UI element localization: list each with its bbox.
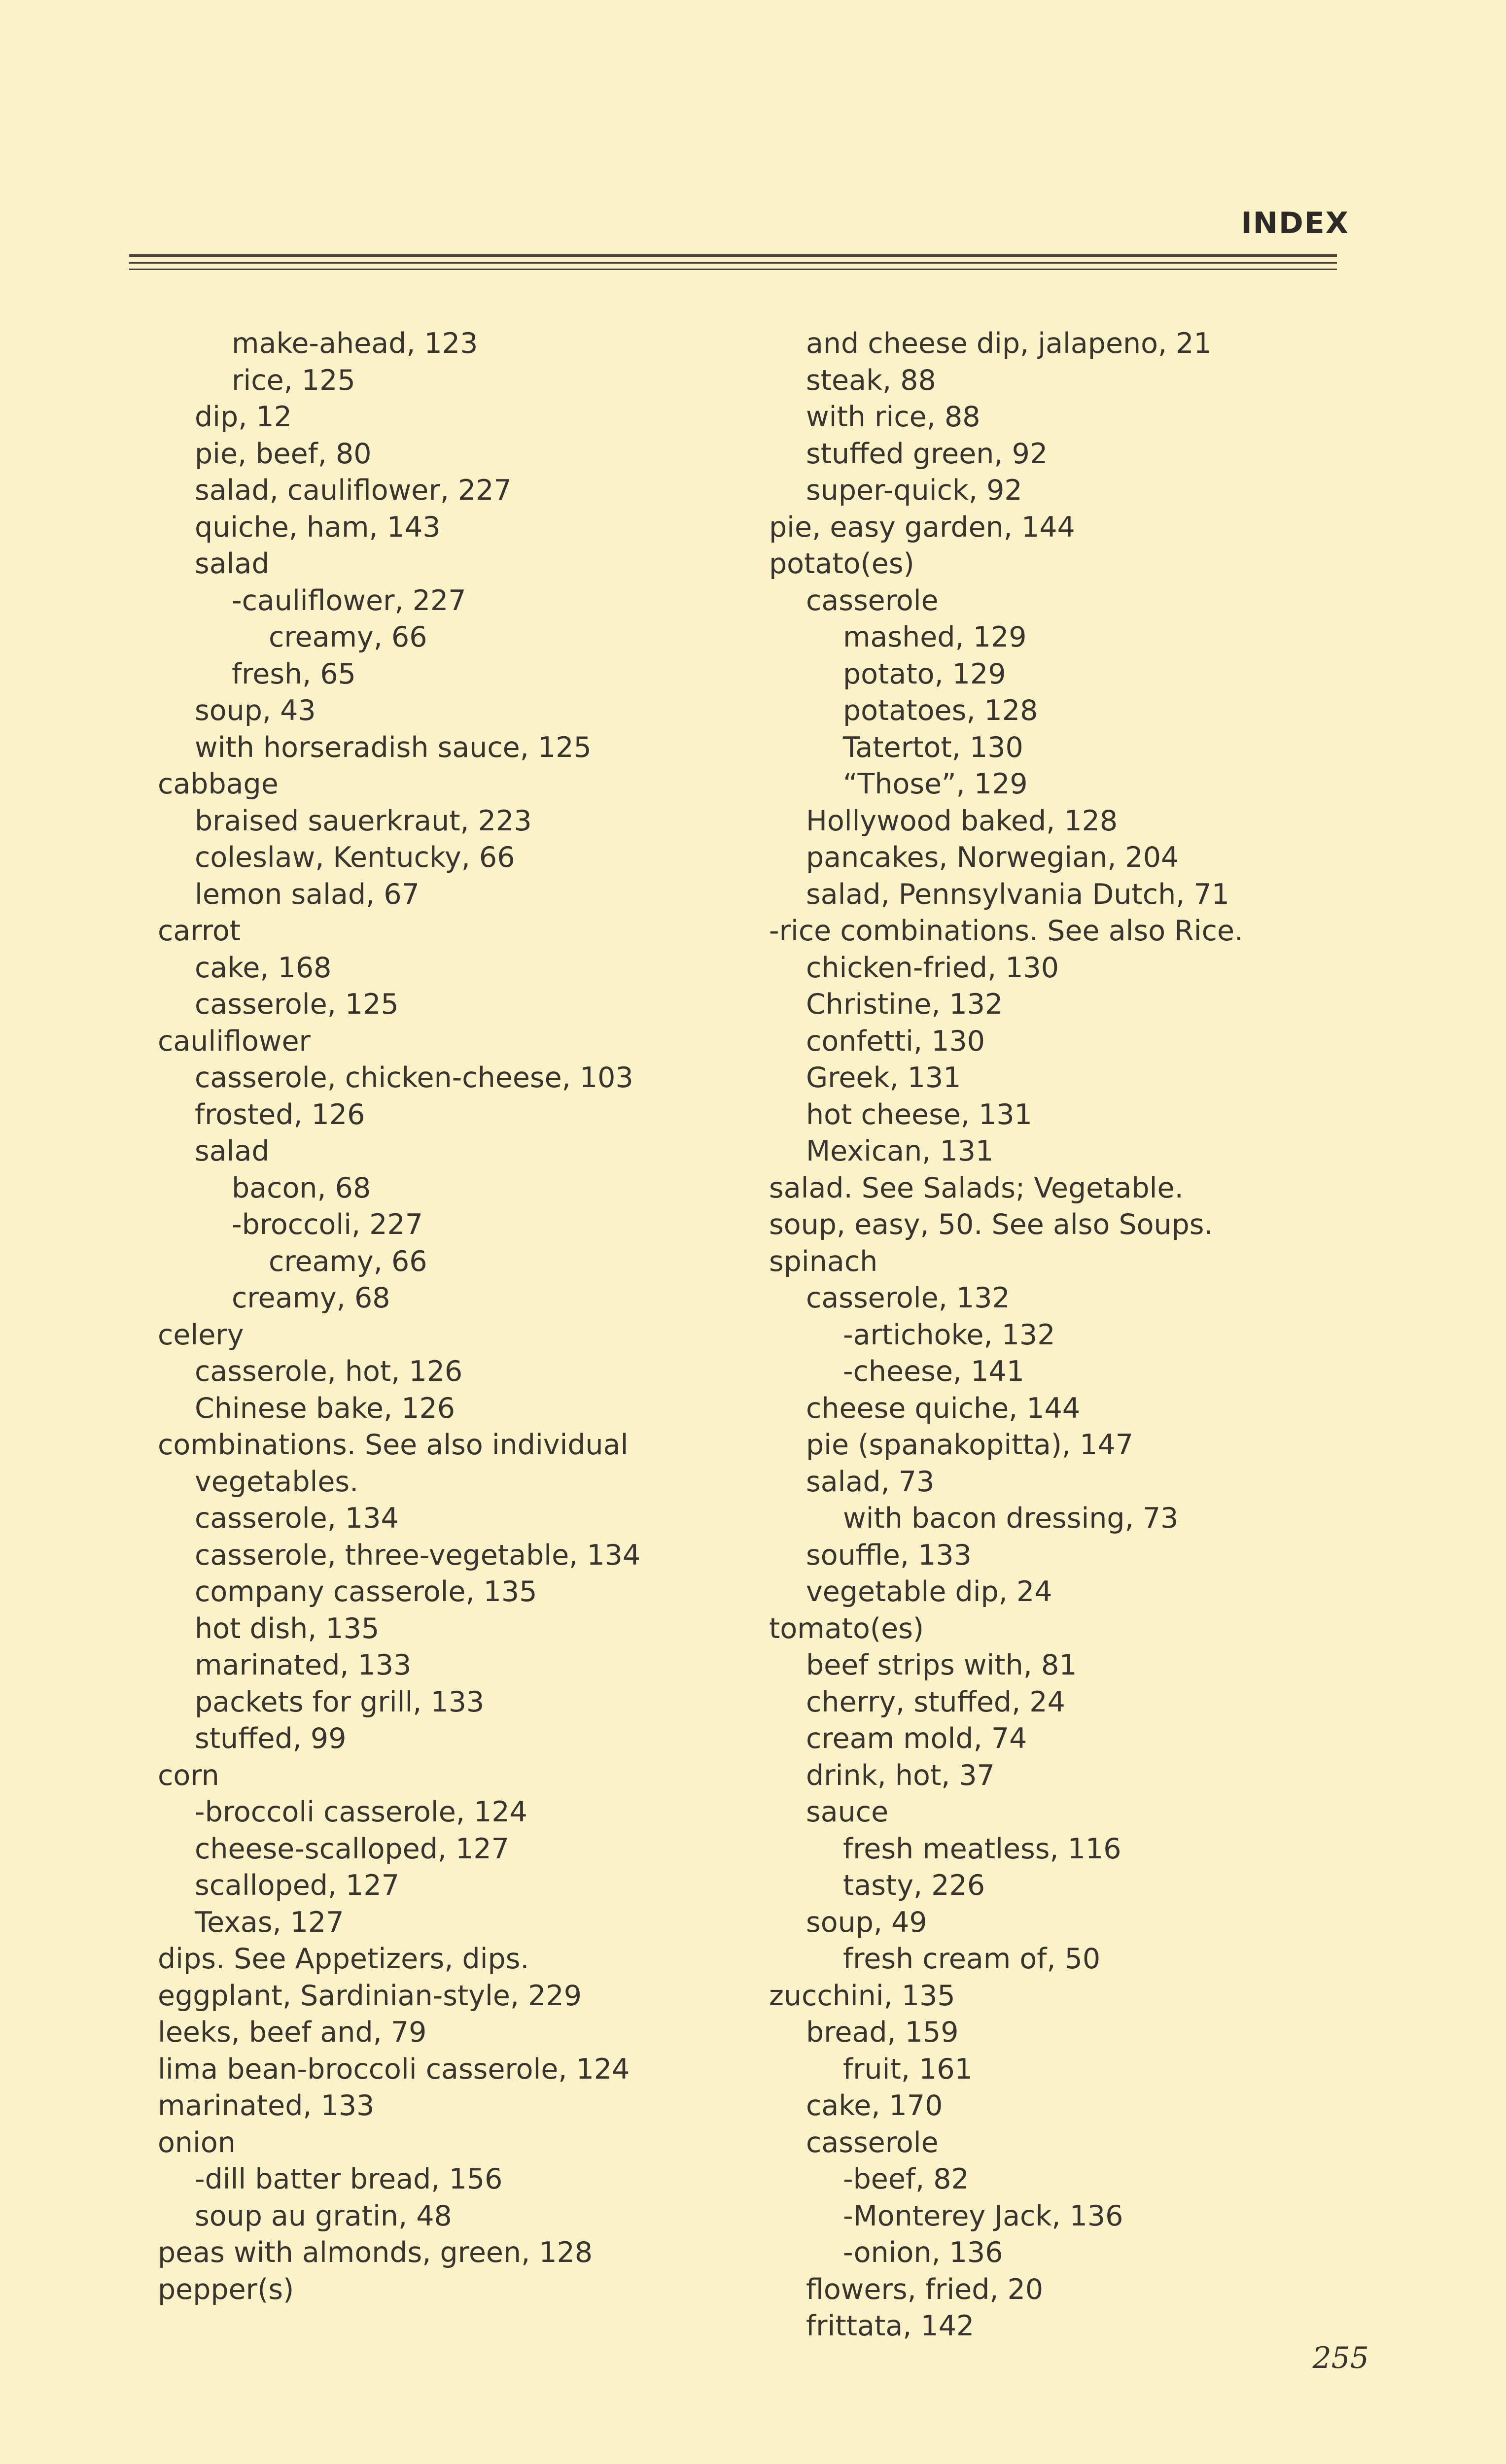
index-entry: mashed, 129	[843, 621, 1027, 653]
index-entry: stuffed, 99	[195, 1722, 347, 1755]
index-entry: salad, Pennsylvania Dutch, 71	[806, 878, 1230, 911]
index-entry: cherry, stuffed, 24	[806, 1685, 1065, 1718]
index-entry: casserole	[806, 584, 939, 617]
index-entry: drink, hot, 37	[806, 1759, 995, 1792]
index-entry: bread, 159	[806, 2016, 959, 2049]
index-entry: braised sauerkraut, 223	[195, 804, 532, 837]
index-entry: cabbage	[158, 768, 279, 800]
index-entry: super-quick, 92	[806, 474, 1022, 507]
index-entry: celery	[158, 1318, 244, 1351]
index-entry: lima bean-broccoli casserole, 124	[158, 2053, 630, 2086]
index-entry: bacon, 68	[232, 1171, 371, 1204]
index-entry: -beef, 82	[843, 2163, 969, 2195]
index-entry: cauliflower	[158, 1025, 311, 1058]
index-entry: tomato(es)	[769, 1612, 924, 1645]
index-entry: cream mold, 74	[806, 1722, 1027, 1755]
index-entry: salad	[195, 548, 270, 580]
index-entry: cheese-scalloped, 127	[195, 1832, 509, 1865]
index-entry: lemon salad, 67	[195, 878, 420, 911]
header-rule-bottom	[129, 269, 1337, 270]
index-entry: hot cheese, 131	[806, 1098, 1032, 1131]
index-entry: with horseradish sauce, 125	[195, 731, 592, 764]
index-entry: potato, 129	[843, 657, 1006, 690]
index-entry: cake, 168	[195, 951, 332, 984]
index-entry: creamy, 66	[269, 621, 427, 653]
index-entry: confetti, 130	[806, 1025, 985, 1058]
index-entry: -dill batter bread, 156	[195, 2163, 503, 2195]
index-entry: pancakes, Norwegian, 204	[806, 841, 1179, 874]
index-entry: fresh, 65	[232, 657, 356, 690]
index-entry: combinations. See also individual	[158, 1429, 629, 1461]
index-entry: dip, 12	[195, 401, 292, 433]
index-entry: -cauliflower, 227	[232, 584, 466, 617]
index-entry: carrot	[158, 915, 241, 947]
index-entry: peas with almonds, green, 128	[158, 2236, 593, 2269]
index-entry: -broccoli casserole, 124	[195, 1796, 527, 1828]
index-entry: rice, 125	[232, 364, 355, 397]
index-entry: with rice, 88	[806, 401, 981, 433]
page-title: INDEX	[1241, 206, 1349, 240]
index-entry: “Those”, 129	[843, 768, 1028, 800]
index-entry: salad, cauliflower, 227	[195, 474, 512, 507]
index-entry: Mexican, 131	[806, 1135, 994, 1167]
index-entry: Greek, 131	[806, 1061, 961, 1094]
index-entry: pie, easy garden, 144	[769, 511, 1075, 544]
index-entry: casserole, 132	[806, 1282, 1010, 1314]
index-entry: make-ahead, 123	[232, 327, 478, 360]
index-entry: packets for grill, 133	[195, 1685, 485, 1718]
index-entry: salad, 73	[806, 1465, 935, 1498]
index-column-right	[769, 325, 1385, 2345]
index-entry: potatoes, 128	[843, 694, 1038, 727]
index-entry: marinated, 133	[158, 2089, 375, 2122]
index-column-left	[158, 325, 774, 2308]
index-entry: frosted, 126	[195, 1098, 365, 1131]
index-entry: fruit, 161	[843, 2053, 973, 2086]
index-entry: zucchini, 135	[769, 1979, 955, 2012]
index-entry: frittata, 142	[806, 2310, 975, 2342]
index-entry: cheese quiche, 144	[806, 1392, 1081, 1425]
index-entry: onion	[158, 2126, 236, 2159]
index-entry: leeks, beef and, 79	[158, 2016, 427, 2049]
index-entry: scalloped, 127	[195, 1869, 399, 1902]
index-entry: pepper(s)	[158, 2273, 294, 2306]
index-entry: vegetable dip, 24	[806, 1575, 1052, 1608]
index-entry: vegetables.	[195, 1465, 359, 1498]
index-entry: dips. See Appetizers, dips.	[158, 1943, 529, 1975]
index-entry: -rice combinations. See also Rice.	[769, 915, 1244, 947]
index-entry: Texas, 127	[195, 1906, 344, 1939]
index-entry: soup au gratin, 48	[195, 2199, 452, 2232]
index-entry: pie (spanakopitta), 147	[806, 1429, 1134, 1461]
index-entry: flowers, fried, 20	[806, 2273, 1044, 2306]
index-entry: creamy, 66	[269, 1245, 427, 1278]
index-entry: spinach	[769, 1245, 878, 1278]
index-entry: soup, easy, 50. See also Soups.	[769, 1208, 1213, 1241]
index-entry: eggplant, Sardinian-style, 229	[158, 1979, 582, 2012]
index-entry: creamy, 68	[232, 1282, 390, 1314]
index-entry: -broccoli, 227	[232, 1208, 423, 1241]
header-rule-middle	[129, 262, 1337, 264]
index-entry: stuffed green, 92	[806, 437, 1048, 470]
index-entry: soup, 43	[195, 694, 316, 727]
index-entry: corn	[158, 1759, 219, 1792]
index-entry: with bacon dressing, 73	[843, 1502, 1179, 1535]
index-entry: beef strips with, 81	[806, 1649, 1077, 1681]
index-entry: -artichoke, 132	[843, 1318, 1055, 1351]
index-entry: fresh meatless, 116	[843, 1832, 1121, 1865]
index-entry: Christine, 132	[806, 988, 1003, 1021]
index-entry: potato(es)	[769, 548, 914, 580]
index-entry: souffle, 133	[806, 1539, 972, 1572]
index-entry: salad	[195, 1135, 270, 1167]
index-entry: -onion, 136	[843, 2236, 1003, 2269]
index-entry: casserole, 134	[195, 1502, 399, 1535]
index-entry: cake, 170	[806, 2089, 943, 2122]
index-entry: fresh cream of, 50	[843, 1943, 1101, 1975]
index-entry: casserole, chicken-cheese, 103	[195, 1061, 633, 1094]
index-entry: hot dish, 135	[195, 1612, 380, 1645]
index-entry: sauce	[806, 1796, 889, 1828]
page-number: 255	[1312, 2341, 1369, 2375]
header-rule-top	[129, 254, 1337, 257]
index-entry: casserole, 125	[195, 988, 399, 1021]
index-entry: salad. See Salads; Vegetable.	[769, 1171, 1184, 1204]
index-entry: quiche, ham, 143	[195, 511, 441, 544]
index-entry: soup, 49	[806, 1906, 927, 1939]
index-entry: chicken-fried, 130	[806, 951, 1059, 984]
index-entry: casserole, three-vegetable, 134	[195, 1539, 641, 1572]
index-entry: and cheese dip, jalapeno, 21	[806, 327, 1212, 360]
index-entry: marinated, 133	[195, 1649, 412, 1681]
index-entry: pie, beef, 80	[195, 437, 372, 470]
index-entry: Tatertot, 130	[843, 731, 1023, 764]
index-entry: -cheese, 141	[843, 1355, 1024, 1388]
index-entry: company casserole, 135	[195, 1575, 537, 1608]
index-entry: Hollywood baked, 128	[806, 804, 1118, 837]
index-entry: casserole	[806, 2126, 939, 2159]
index-entry: -Monterey Jack, 136	[843, 2199, 1123, 2232]
index-entry: coleslaw, Kentucky, 66	[195, 841, 515, 874]
index-entry: tasty, 226	[843, 1869, 985, 1902]
index-entry: casserole, hot, 126	[195, 1355, 463, 1388]
index-entry: steak, 88	[806, 364, 936, 397]
index-entry: Chinese bake, 126	[195, 1392, 455, 1425]
